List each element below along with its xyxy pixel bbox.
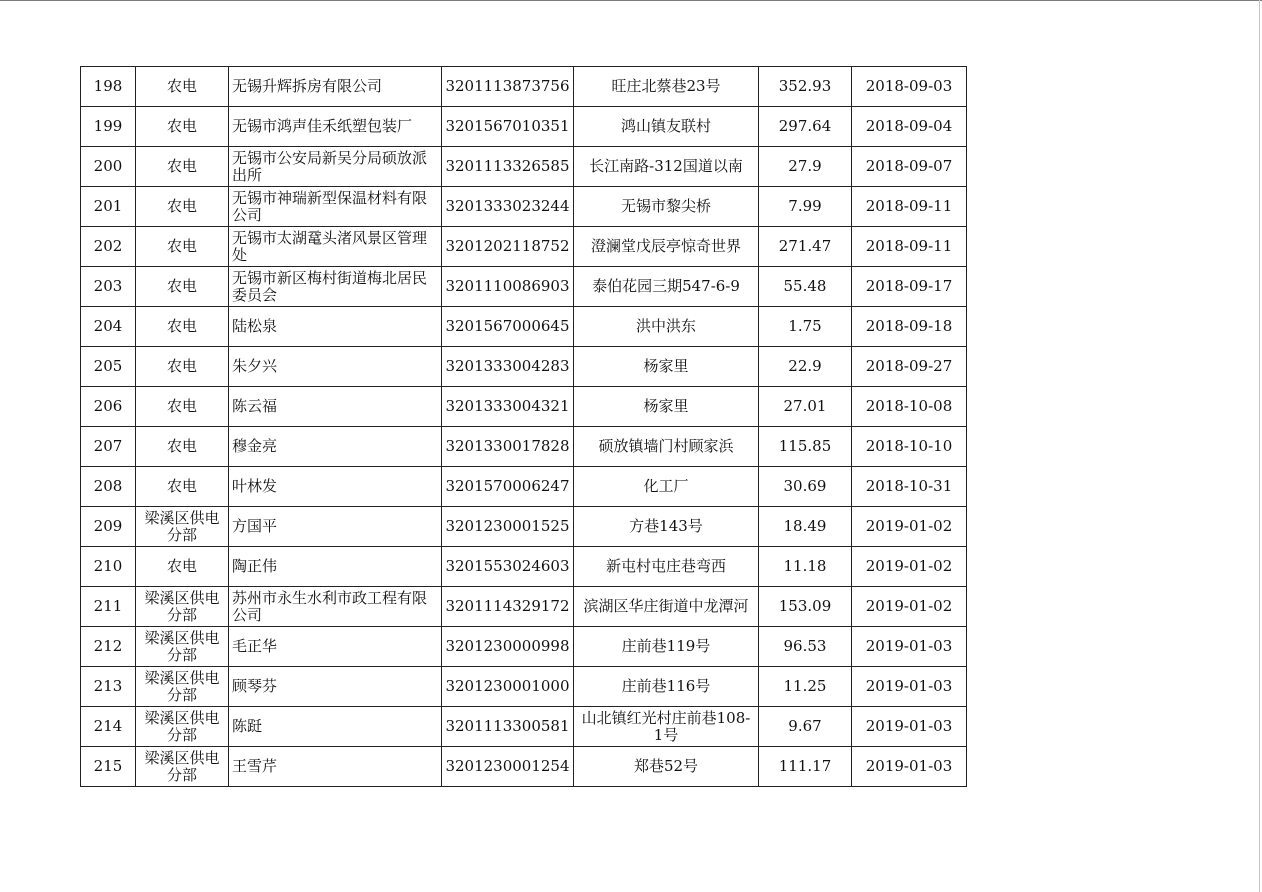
account-number-cell: 3201567010351 [442, 107, 574, 147]
supply-unit-cell: 梁溪区供电分部 [136, 627, 229, 667]
account-number-cell: 3201230001000 [442, 667, 574, 707]
account-number-cell: 3201553024603 [442, 547, 574, 587]
row-number-cell: 212 [81, 627, 136, 667]
row-number-cell: 200 [81, 147, 136, 187]
address-cell: 杨家里 [574, 347, 759, 387]
account-number-cell: 3201113326585 [442, 147, 574, 187]
date-cell: 2018-09-03 [852, 67, 967, 107]
address-cell: 泰伯花园三期547-6-9 [574, 267, 759, 307]
row-number-cell: 206 [81, 387, 136, 427]
supply-unit-cell: 农电 [136, 267, 229, 307]
date-cell: 2018-10-08 [852, 387, 967, 427]
amount-cell: 11.18 [759, 547, 852, 587]
customer-name-cell: 方国平 [229, 507, 442, 547]
row-number-cell: 214 [81, 707, 136, 747]
table-row [81, 627, 967, 667]
date-cell: 2019-01-03 [852, 627, 967, 667]
date-cell: 2019-01-02 [852, 587, 967, 627]
address-cell: 无锡市黎尖桥 [574, 187, 759, 227]
row-number-cell: 211 [81, 587, 136, 627]
address-cell: 化工厂 [574, 467, 759, 507]
date-cell: 2019-01-03 [852, 667, 967, 707]
supply-unit-cell: 农电 [136, 187, 229, 227]
table-row [81, 707, 967, 747]
address-cell: 庄前巷116号 [574, 667, 759, 707]
amount-cell: 55.48 [759, 267, 852, 307]
amount-cell: 352.93 [759, 67, 852, 107]
amount-cell: 27.01 [759, 387, 852, 427]
row-number-cell: 208 [81, 467, 136, 507]
amount-cell: 18.49 [759, 507, 852, 547]
row-number-cell: 210 [81, 547, 136, 587]
address-cell: 硕放镇墙门村顾家浜 [574, 427, 759, 467]
address-cell: 洪中洪东 [574, 307, 759, 347]
customer-name-cell: 王雪芹 [229, 747, 442, 787]
row-number-cell: 205 [81, 347, 136, 387]
supply-unit-cell: 农电 [136, 147, 229, 187]
customer-name-cell: 叶林发 [229, 467, 442, 507]
amount-cell: 9.67 [759, 707, 852, 747]
row-number-cell: 204 [81, 307, 136, 347]
address-cell: 郑巷52号 [574, 747, 759, 787]
amount-cell: 30.69 [759, 467, 852, 507]
date-cell: 2018-09-18 [852, 307, 967, 347]
supply-unit-cell: 梁溪区供电分部 [136, 667, 229, 707]
date-cell: 2018-09-04 [852, 107, 967, 147]
account-number-cell: 3201230001525 [442, 507, 574, 547]
amount-cell: 7.99 [759, 187, 852, 227]
customer-name-cell: 苏州市永生水利市政工程有限公司 [229, 587, 442, 627]
row-number-cell: 213 [81, 667, 136, 707]
address-cell: 鸿山镇友联村 [574, 107, 759, 147]
address-cell: 旺庄北蔡巷23号 [574, 67, 759, 107]
table-row [81, 67, 967, 107]
address-cell: 山北镇红光村庄前巷108-1号 [574, 707, 759, 747]
date-cell: 2018-09-11 [852, 187, 967, 227]
supply-unit-cell: 农电 [136, 467, 229, 507]
table-row [81, 427, 967, 467]
page-top-border [0, 0, 1262, 1]
supply-unit-cell: 梁溪区供电分部 [136, 587, 229, 627]
amount-cell: 297.64 [759, 107, 852, 147]
row-number-cell: 198 [81, 67, 136, 107]
table-row [81, 747, 967, 787]
supply-unit-cell: 农电 [136, 67, 229, 107]
address-cell: 滨湖区华庄街道中龙潭河 [574, 587, 759, 627]
records-table [80, 66, 967, 787]
amount-cell: 22.9 [759, 347, 852, 387]
date-cell: 2019-01-03 [852, 747, 967, 787]
account-number-cell: 3201330017828 [442, 427, 574, 467]
table-row [81, 547, 967, 587]
row-number-cell: 215 [81, 747, 136, 787]
row-number-cell: 207 [81, 427, 136, 467]
supply-unit-cell: 梁溪区供电分部 [136, 507, 229, 547]
date-cell: 2019-01-03 [852, 707, 967, 747]
supply-unit-cell: 农电 [136, 227, 229, 267]
address-cell: 庄前巷119号 [574, 627, 759, 667]
date-cell: 2018-10-31 [852, 467, 967, 507]
date-cell: 2018-10-10 [852, 427, 967, 467]
table-row [81, 107, 967, 147]
amount-cell: 1.75 [759, 307, 852, 347]
address-cell: 杨家里 [574, 387, 759, 427]
amount-cell: 153.09 [759, 587, 852, 627]
supply-unit-cell: 农电 [136, 387, 229, 427]
amount-cell: 11.25 [759, 667, 852, 707]
row-number-cell: 202 [81, 227, 136, 267]
date-cell: 2018-09-17 [852, 267, 967, 307]
account-number-cell: 3201202118752 [442, 227, 574, 267]
account-number-cell: 3201570006247 [442, 467, 574, 507]
records-table-body [81, 67, 967, 787]
customer-name-cell: 陈云福 [229, 387, 442, 427]
customer-name-cell: 陈跹 [229, 707, 442, 747]
account-number-cell: 3201110086903 [442, 267, 574, 307]
table-row [81, 347, 967, 387]
amount-cell: 115.85 [759, 427, 852, 467]
customer-name-cell: 毛正华 [229, 627, 442, 667]
row-number-cell: 199 [81, 107, 136, 147]
table-row [81, 587, 967, 627]
account-number-cell: 3201567000645 [442, 307, 574, 347]
customer-name-cell: 陶正伟 [229, 547, 442, 587]
table-row [81, 467, 967, 507]
account-number-cell: 3201113300581 [442, 707, 574, 747]
page-right-border [1259, 0, 1260, 892]
customer-name-cell: 无锡市太湖鼋头渚风景区管理处 [229, 227, 442, 267]
table-row [81, 147, 967, 187]
customer-name-cell: 无锡市公安局新吴分局硕放派出所 [229, 147, 442, 187]
customer-name-cell: 朱夕兴 [229, 347, 442, 387]
customer-name-cell: 无锡市神瑞新型保温材料有限公司 [229, 187, 442, 227]
customer-name-cell: 无锡市鸿声佳禾纸塑包装厂 [229, 107, 442, 147]
date-cell: 2018-09-11 [852, 227, 967, 267]
address-cell: 长江南路-312国道以南 [574, 147, 759, 187]
amount-cell: 96.53 [759, 627, 852, 667]
date-cell: 2018-09-27 [852, 347, 967, 387]
account-number-cell: 3201113873756 [442, 67, 574, 107]
address-cell: 新屯村屯庄巷弯西 [574, 547, 759, 587]
supply-unit-cell: 农电 [136, 427, 229, 467]
date-cell: 2019-01-02 [852, 507, 967, 547]
supply-unit-cell: 农电 [136, 107, 229, 147]
date-cell: 2018-09-07 [852, 147, 967, 187]
customer-name-cell: 无锡市新区梅村街道梅北居民委员会 [229, 267, 442, 307]
customer-name-cell: 穆金亮 [229, 427, 442, 467]
table-row [81, 507, 967, 547]
account-number-cell: 3201230000998 [442, 627, 574, 667]
date-cell: 2019-01-02 [852, 547, 967, 587]
amount-cell: 27.9 [759, 147, 852, 187]
row-number-cell: 203 [81, 267, 136, 307]
table-row [81, 187, 967, 227]
amount-cell: 271.47 [759, 227, 852, 267]
account-number-cell: 3201333004283 [442, 347, 574, 387]
supply-unit-cell: 农电 [136, 307, 229, 347]
table-row [81, 227, 967, 267]
row-number-cell: 209 [81, 507, 136, 547]
row-number-cell: 201 [81, 187, 136, 227]
customer-name-cell: 无锡升辉拆房有限公司 [229, 67, 442, 107]
amount-cell: 111.17 [759, 747, 852, 787]
account-number-cell: 3201333023244 [442, 187, 574, 227]
table-row [81, 267, 967, 307]
customer-name-cell: 陆松泉 [229, 307, 442, 347]
supply-unit-cell: 梁溪区供电分部 [136, 747, 229, 787]
account-number-cell: 3201114329172 [442, 587, 574, 627]
account-number-cell: 3201333004321 [442, 387, 574, 427]
address-cell: 方巷143号 [574, 507, 759, 547]
supply-unit-cell: 农电 [136, 547, 229, 587]
table-row [81, 667, 967, 707]
supply-unit-cell: 梁溪区供电分部 [136, 707, 229, 747]
table-row [81, 307, 967, 347]
table-row [81, 387, 967, 427]
supply-unit-cell: 农电 [136, 347, 229, 387]
account-number-cell: 3201230001254 [442, 747, 574, 787]
customer-name-cell: 顾琴芬 [229, 667, 442, 707]
address-cell: 澄澜堂戊辰亭惊奇世界 [574, 227, 759, 267]
